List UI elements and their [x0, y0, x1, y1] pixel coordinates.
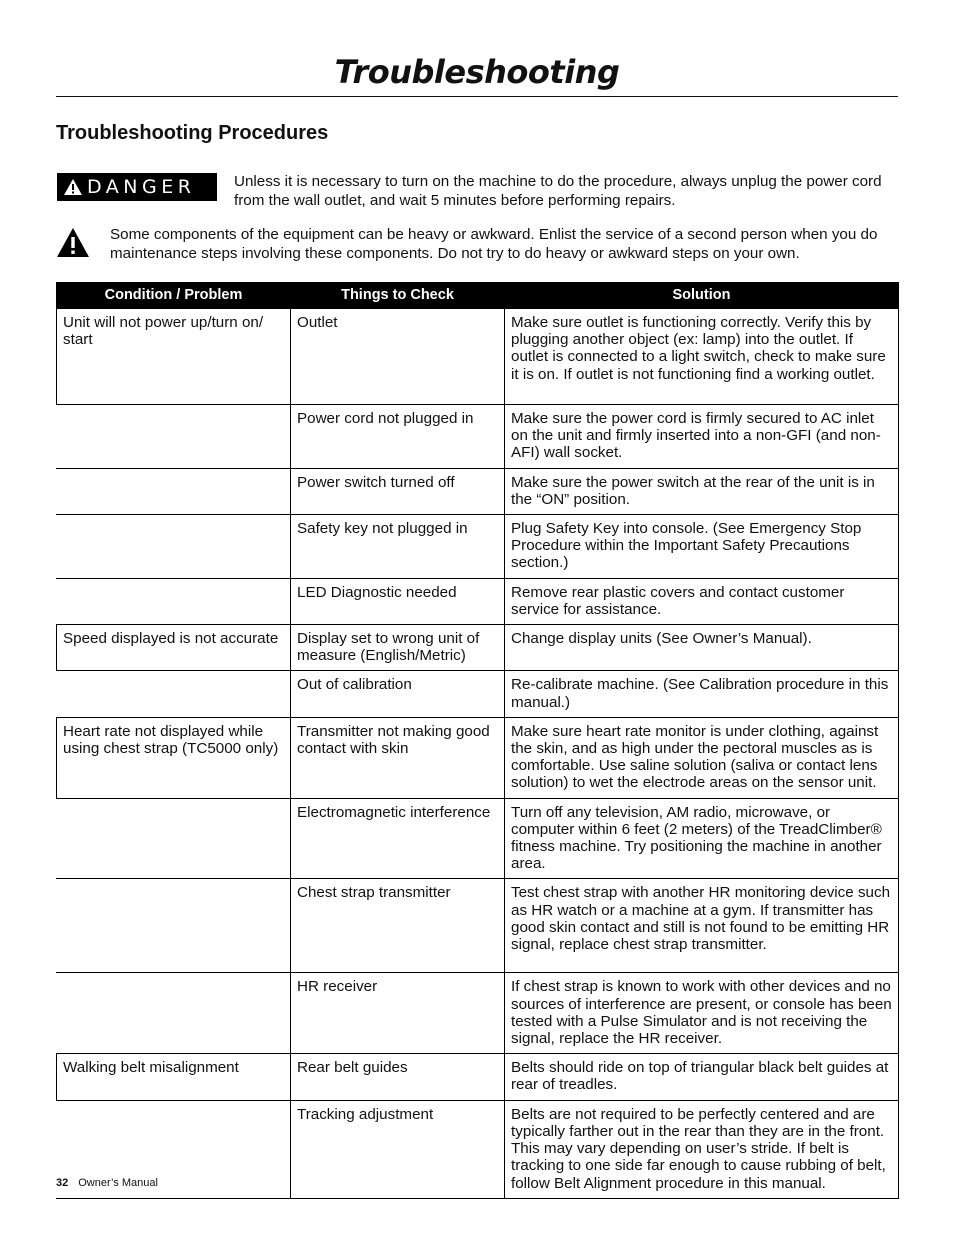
footer-label: Owner’s Manual [78, 1177, 158, 1189]
condition-cell: Unit will not power up/turn on/ start [57, 309, 291, 405]
section-heading: Troubleshooting Procedures [56, 122, 329, 144]
check-cell: LED Diagnostic needed [291, 578, 505, 624]
check-cell: Electromagnetic interference [291, 798, 505, 879]
check-cell: Out of calibration [291, 671, 505, 717]
condition-cell [57, 515, 291, 579]
table-row [57, 671, 899, 717]
check-cell: Display set to wrong unit of measure (English/Metric) [291, 625, 505, 671]
table-row [57, 798, 899, 879]
warning-triangle-icon [63, 178, 83, 196]
condition-cell [57, 879, 291, 973]
solution-cell: Make sure the power switch at the rear of the unit is in the “ON” position. [505, 468, 899, 514]
page-number: 32 [56, 1177, 69, 1189]
solution-cell: Turn off any television, AM radio, microwave, or computer within 6 feet (2 meters) of the TreadClimber® fitness machine. Try positioning the machine in another area. [505, 798, 899, 879]
solution-cell: Make sure outlet is functioning correctly. Verify this by plugging another object (ex: lamp) into the outlet. If outlet is connected to a light switch, check to make sure it is on. If outlet is not functioning find a working outlet. [505, 309, 899, 405]
check-cell: Rear belt guides [291, 1054, 505, 1100]
column-header-check: Things to Check [291, 283, 505, 309]
solution-cell: Re-calibrate machine. (See Calibration procedure in this manual.) [505, 671, 899, 717]
check-cell: Power cord not plugged in [291, 405, 505, 469]
danger-badge [57, 173, 217, 201]
solution-cell: Change display units (See Owner’s Manual). [505, 625, 899, 671]
solution-cell: Test chest strap with another HR monitoring device such as HR watch or a machine at a gym. If transmitter has good skin contact and still is not found to be emitting HR signal, replace chest strap transmitter. [505, 879, 899, 973]
danger-label: DANGER [87, 176, 196, 198]
check-cell: Tracking adjustment [291, 1100, 505, 1198]
troubleshooting-table [56, 282, 899, 1199]
title-divider [56, 96, 898, 97]
solution-cell: If chest strap is known to work with other devices and no sources of interference are present, or console has been tested with a Pulse Simulator and is not receiving the signal, replace the HR receiver. [505, 973, 899, 1054]
danger-notice-text: Unless it is necessary to turn on the machine to do the procedure, always unplug the power cord from the wall outlet, and wait 5 minutes before performing repairs. [234, 173, 882, 209]
table-header-row [57, 283, 899, 309]
condition-cell: Walking belt misalignment [57, 1054, 291, 1100]
condition-cell: Heart rate not displayed while using chest strap (TC5000 only) [57, 717, 291, 798]
column-header-condition: Condition / Problem [57, 283, 291, 309]
table-row [57, 973, 899, 1054]
warning-triangle-icon [55, 226, 91, 259]
solution-cell: Remove rear plastic covers and contact customer service for assistance. [505, 578, 899, 624]
condition-cell [57, 798, 291, 879]
solution-cell: Make sure heart rate monitor is under clothing, against the skin, and as high under the pectoral muscles as is comfortable. Use saline solution (saliva or contact lens solution) to wet the electrode areas on the sensor unit. [505, 717, 899, 798]
page-title: Troubleshooting [334, 53, 620, 91]
table-row [57, 1100, 899, 1198]
solution-cell: Plug Safety Key into console. (See Emergency Stop Procedure within the Important Safety Precautions section.) [505, 515, 899, 579]
condition-cell [57, 973, 291, 1054]
solution-cell: Make sure the power cord is firmly secured to AC inlet on the unit and firmly inserted into a non-GFI (and non-AFI) wall socket. [505, 405, 899, 469]
check-cell: Safety key not plugged in [291, 515, 505, 579]
table-row [57, 1054, 899, 1100]
check-cell: Transmitter not making good contact with skin [291, 717, 505, 798]
condition-cell [57, 578, 291, 624]
condition-cell [57, 405, 291, 469]
solution-cell: Belts are not required to be perfectly centered and are typically farther out in the rear than they are in the front. This may vary depending on user’s stride. If belt is tracking to one side far enough to cause rubbing of belt, follow Belt Alignment procedure in this manual. [505, 1100, 899, 1198]
table-row [57, 468, 899, 514]
check-cell: HR receiver [291, 973, 505, 1054]
table-row [57, 717, 899, 798]
condition-cell [57, 468, 291, 514]
page-footer [56, 1177, 158, 1189]
table-row [57, 309, 899, 405]
table-row [57, 879, 899, 973]
solution-cell: Belts should ride on top of triangular black belt guides at rear of treadles. [505, 1054, 899, 1100]
column-header-solution: Solution [505, 283, 899, 309]
check-cell: Chest strap transmitter [291, 879, 505, 973]
condition-cell: Speed displayed is not accurate [57, 625, 291, 671]
table-row [57, 515, 899, 579]
check-cell: Outlet [291, 309, 505, 405]
check-cell: Power switch turned off [291, 468, 505, 514]
table-row [57, 578, 899, 624]
table-row [57, 625, 899, 671]
warning-notice-text: Some components of the equipment can be heavy or awkward. Enlist the service of a second person when you do maintenance steps involving these components. Do not try to do heavy or awkward steps on your own. [110, 226, 878, 262]
condition-cell [57, 671, 291, 717]
table-row [57, 405, 899, 469]
